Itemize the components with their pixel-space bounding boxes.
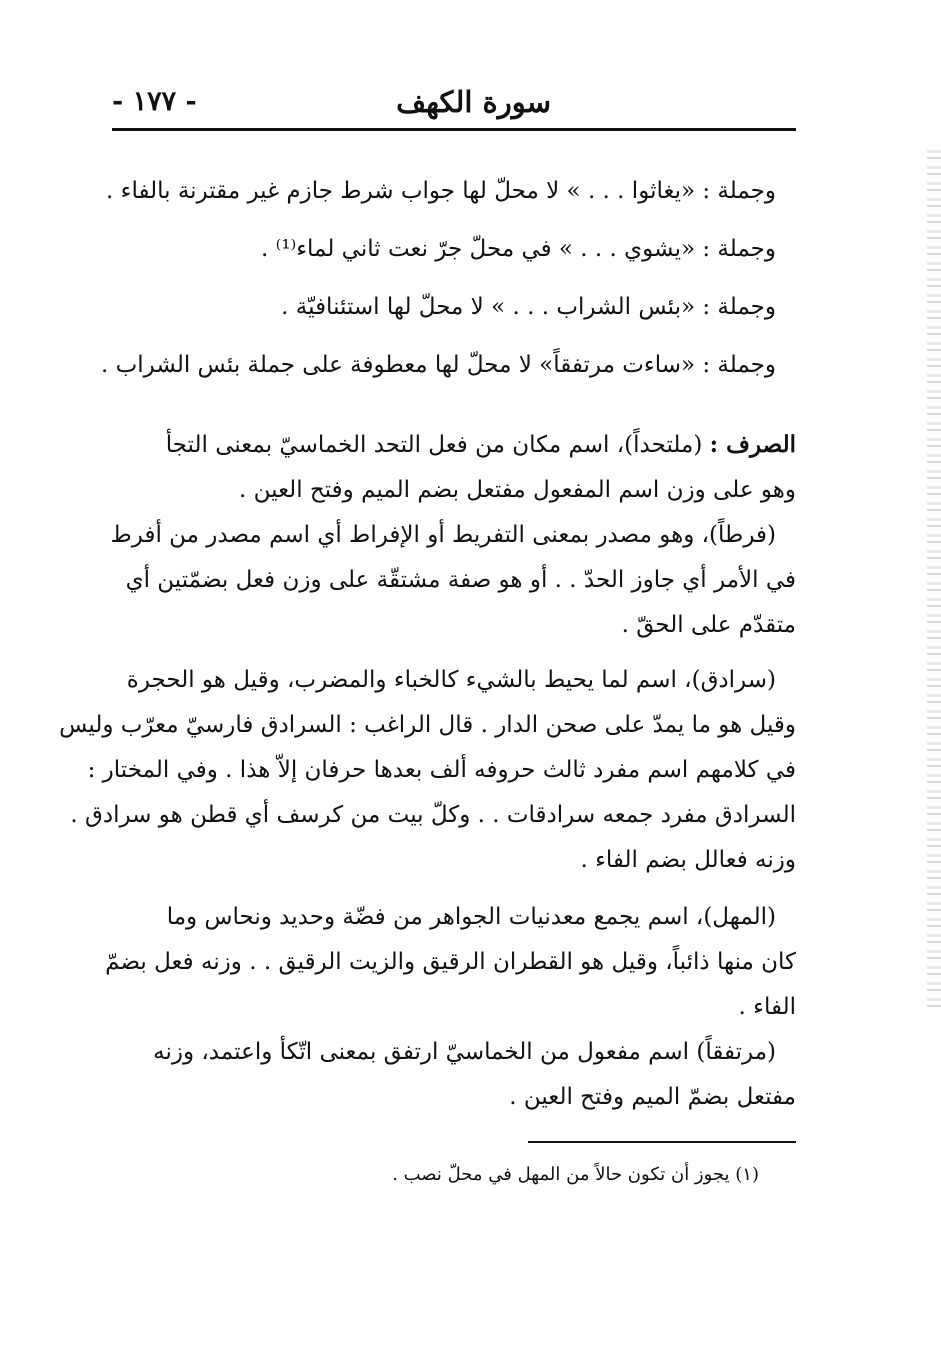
paragraph-line: وقيل هو ما يمدّ على صحن الدار . قال الراغب : السرادق فارسيّ معرّب وليس: [59, 712, 796, 738]
surah-title: سورة الكهف: [396, 85, 551, 119]
sarf-label: الصرف :: [709, 431, 796, 458]
paragraph-gap: [112, 883, 796, 895]
paragraph-line: وهو على وزن اسم المفعول مفتعل بضم الميم وفتح العين .: [239, 477, 796, 503]
paragraph-gap: [112, 648, 796, 658]
main-text: [59, 162, 796, 1120]
paragraph-line: (فرطاً)، وهو مصدر بمعنى التفريط أو الإفراط أي اسم مصدر من أفرط: [110, 522, 776, 548]
paragraph-line: كان منها ذائباً، وقيل هو القطران الرقيق والزيت الرقيق . . وزنه فعل بضمّ: [105, 949, 796, 975]
paragraph-line: الفاء .: [738, 994, 796, 1020]
sentence-line: وجملة : «ساءت مرتفقاً» لا محلّ لها معطوفة على جملة بئس الشراب .: [100, 352, 776, 378]
paragraph-line: في الأمر أي جاوز الحدّ . . أو هو صفة مشتقّة على وزن فعل بضمّتين أي: [125, 567, 796, 593]
sentence-line: وجملة : «يغاثوا . . . » لا محلّ لها جواب شرط جازم غير مقترنة بالفاء .: [106, 178, 776, 204]
sentence-line: وجملة : «يشوي . . . » في محلّ جرّ نعت ثاني لماء⁽¹⁾ .: [261, 236, 776, 262]
paragraph-line: مفتعل بضمّ الميم وفتح العين .: [509, 1084, 796, 1110]
scan-edge-noise: [927, 150, 941, 1010]
paragraph-gap: [112, 394, 796, 422]
paragraph-line: متقدّم على الحقّ .: [621, 612, 796, 638]
footnote-rule: [528, 1141, 796, 1143]
header-rule: [112, 128, 796, 131]
paragraph-line: في كلامهم اسم مفرد ثالث حروفه ألف بعدها حرفان إلاّ هذا . وفي المختار :: [87, 757, 796, 783]
sentence-line: وجملة : «بئس الشراب . . . » لا محلّ لها استئنافيّة .: [281, 294, 776, 320]
paragraph-line: (سرادق)، اسم لما يحيط بالشيء كالخباء والمضرب، وقيل هو الحجرة: [126, 667, 776, 693]
page-header: [112, 82, 796, 122]
paragraph-line: السرادق مفرد جمعه سرادقات . . وكلّ بيت من كرسف أي قطن هو سرادق .: [70, 802, 796, 828]
paragraph-line: (المهل)، اسم يجمع معدنيات الجواهر من فضّة وحديد ونحاس وما: [166, 904, 776, 930]
paragraph-line: [112, 422, 796, 468]
sarf-p1-line1: (ملتحداً)، اسم مكان من فعل التحد الخماسيّ بمعنى التجأ: [165, 432, 703, 458]
page-number: - ١٧٧ -: [112, 86, 197, 117]
paragraph-line: وزنه فعالل بضم الفاء .: [580, 847, 796, 873]
footnote: (١) يجوز أن تكون حالاً من المهل في محلّ نصب .: [392, 1164, 759, 1185]
paragraph-line: (مرتفقاً) اسم مفعول من الخماسيّ ارتفق بمعنى اتّكأ واعتمد، وزنه: [153, 1039, 776, 1065]
